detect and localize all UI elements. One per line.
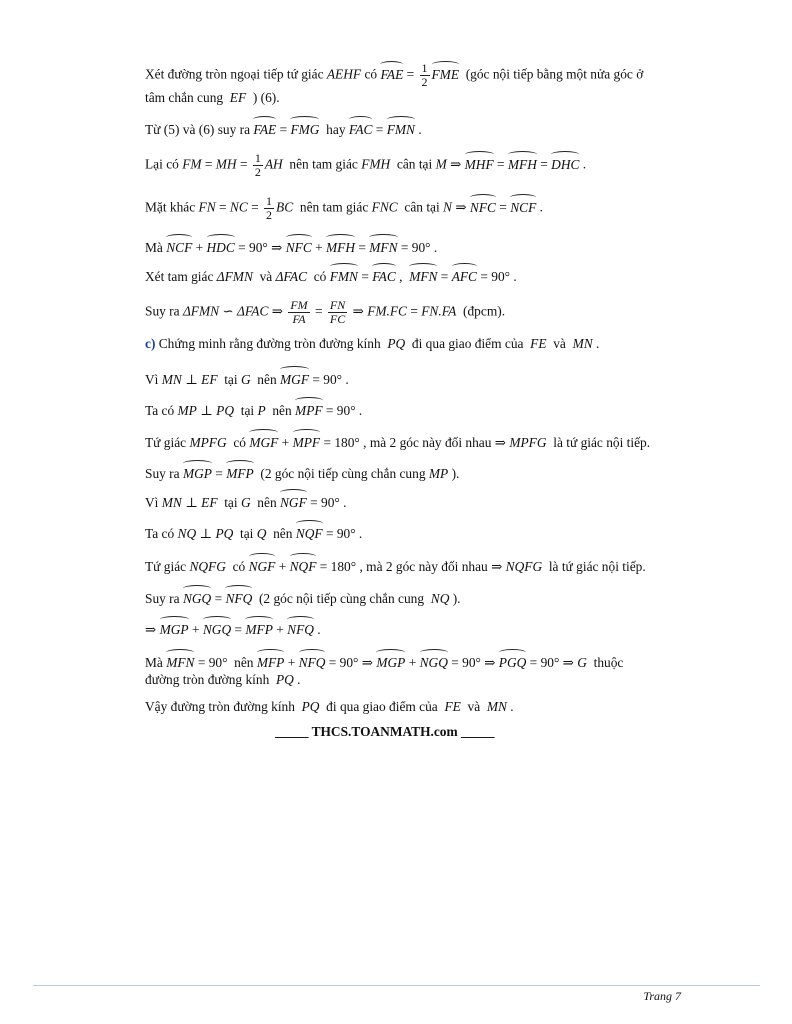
- text-line-18: ⇒ MGP + NGQ = MFP + NFQ .: [145, 618, 321, 639]
- text-line-13: Suy ra MGP = MFP (2 góc nội tiếp cùng chắn cung MP ).: [145, 462, 459, 483]
- page-number: Trang 7: [643, 989, 681, 1003]
- text-line-16: Tứ giác NQFG có NGF + NQF = 180° , mà 2 góc này đối nhau ⇒ NQFG là tứ giác nội tiếp.: [145, 555, 646, 576]
- text-line-1: Xét đường tròn ngoại tiếp tứ giác AEHF có FAE = $\frac{1}{2}$ FME (góc nội tiếp bằng một nửa góc ở: [145, 61, 644, 89]
- text-line-19: Mà MFN = 90° nên MFP + NFQ = 90° ⇒ MGP + NGQ = 90° ⇒ PGQ = 90° ⇒ G thuộc: [145, 651, 623, 672]
- text-line-6: Mà NCF + HDC = 90° ⇒ NFC + MFH = MFN = 90° .: [145, 236, 437, 257]
- text-line-7: Xét tam giác ΔFMN và ΔFAC có FMN = FAC , MFN = AFC = 90° .: [145, 265, 517, 286]
- text-line-8: Suy ra ΔFMN ∽ ΔFAC ⇒ $\frac{FM}{FA}$ = $\frac{FN}{FC}$ ⇒ FM.FC = FN.FA (đpcm).: [145, 298, 506, 326]
- text-line-9: c) Chứng minh rằng đường tròn đường kính PQ đi qua giao điểm của FE và MN .: [145, 336, 600, 351]
- text-line-20: đường tròn đường kính PQ .: [145, 672, 301, 687]
- footer-divider: [33, 985, 760, 986]
- text-line-17: Suy ra NGQ = NFQ (2 góc nội tiếp cùng chắn cung NQ ).: [145, 587, 461, 608]
- text-line-21: Vậy đường tròn đường kính PQ đi qua giao điểm của FE và MN .: [145, 699, 514, 714]
- text-line-11: Ta có MP ⊥ PQ tại P nên MPF = 90° .: [145, 399, 362, 420]
- text-line-12: Tứ giác MPFG có MGF + MPF = 180° , mà 2 góc này đối nhau ⇒ MPFG là tứ giác nội tiếp.: [145, 431, 650, 452]
- text-line-15: Ta có NQ ⊥ PQ tại Q nên NQF = 90° .: [145, 522, 362, 543]
- text-line-2: tâm chắn cung EF ) (6).: [145, 90, 280, 105]
- text-line-14: Vì MN ⊥ EF tại G nên NGF = 90° .: [145, 491, 347, 512]
- text-line-5: Mặt khác FN = NC = $\frac{1}{2}$ BC nên tam giác FNC cân tại N ⇒ NFC = NCF .: [145, 194, 543, 222]
- text-line-4: Lại có FM = MH = $\frac{1}{2}$ AH nên tam giác FMH cân tại M ⇒ MHF = MFH = DHC .: [145, 151, 587, 179]
- text-line-3: Từ (5) và (6) suy ra FAE = FMG hay FAC = FMN .: [145, 118, 422, 139]
- site-label: _____ THCS.TOANMATH.com _____: [275, 724, 495, 739]
- text-line-10: Vì MN ⊥ EF tại G nên MGF = 90° .: [145, 368, 349, 389]
